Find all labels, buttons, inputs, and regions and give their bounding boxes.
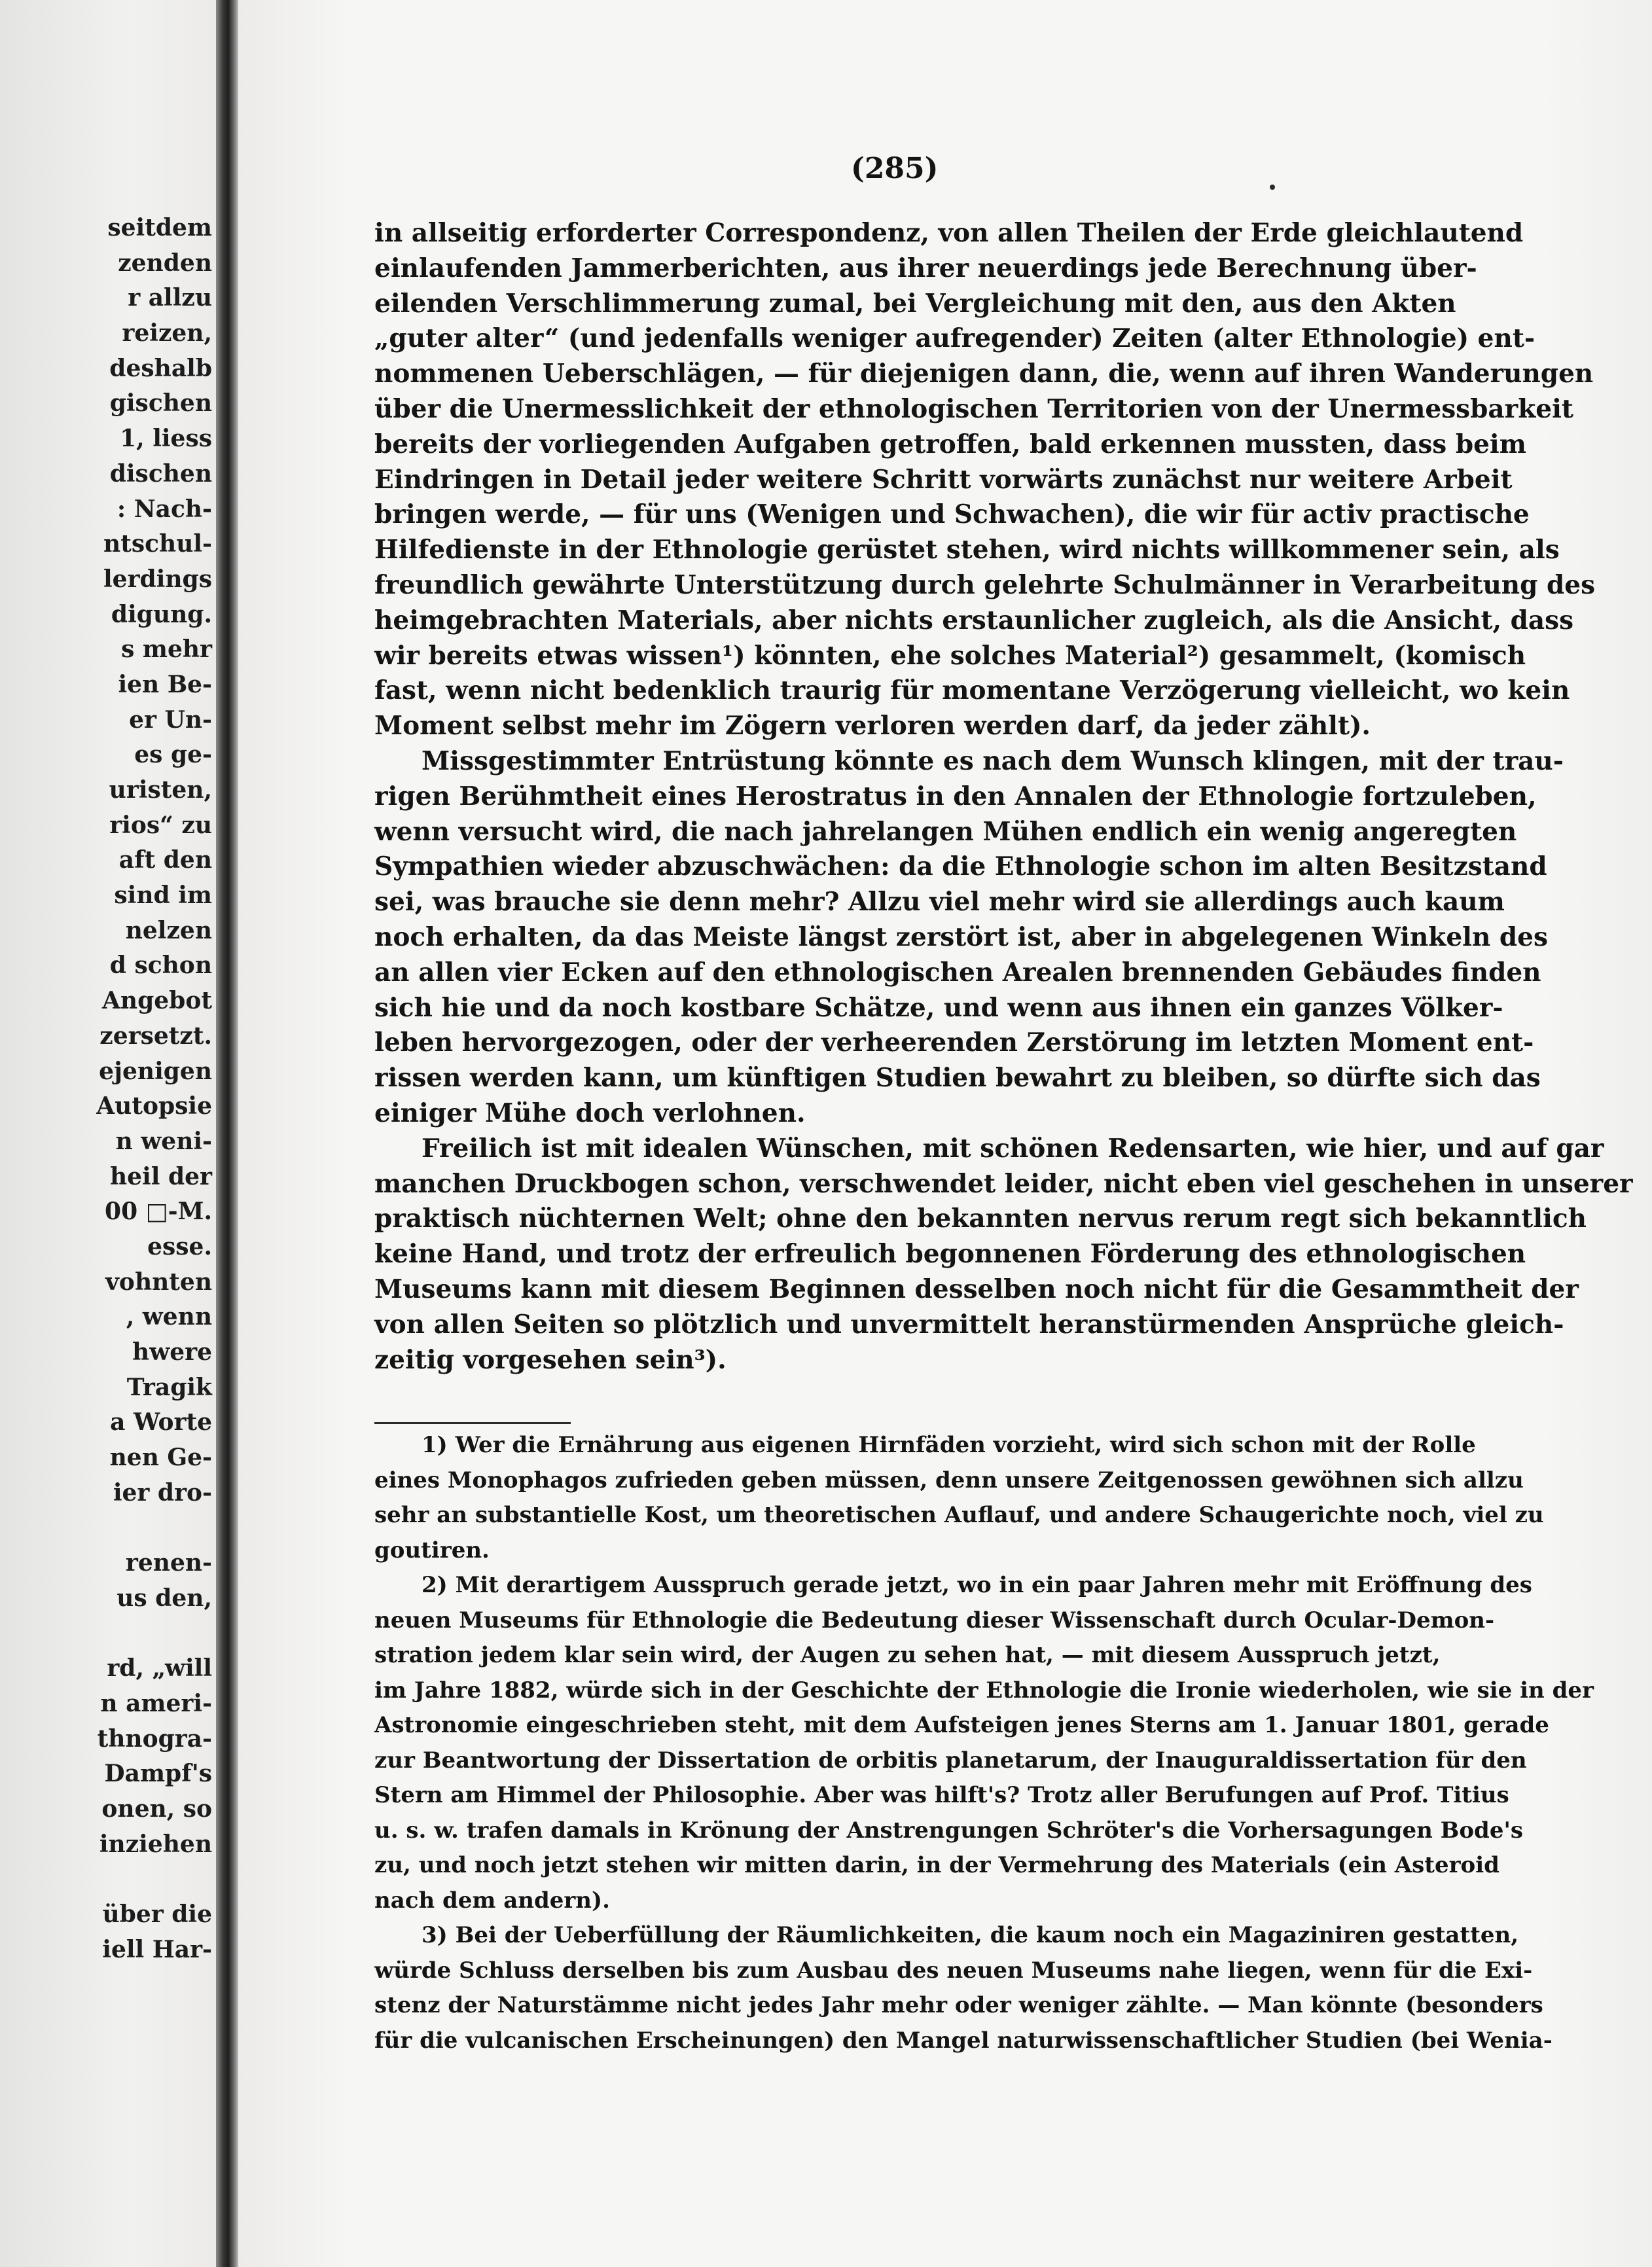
body-line: nommenen Ueberschlägen, — für diejenigen dann, die, wenn auf ihren Wanderungen	[374, 359, 1594, 389]
footnote-divider	[374, 1422, 571, 1424]
previous-page-line: vohnten	[105, 1268, 212, 1296]
previous-page-line: zenden	[118, 249, 212, 277]
body-line: wenn versucht wird, die nach jahrelangen Mühen endlich ein wenig angeregten	[374, 816, 1517, 847]
previous-page-line: 1, liess	[120, 425, 212, 453]
previous-page-line: nen Ge-	[109, 1444, 212, 1472]
footnote-line: goutiren.	[374, 1537, 490, 1563]
previous-page-fragment	[0, 0, 216, 2267]
footnote-line: zu, und noch jetzt stehen wir mitten darin, in der Vermehrung des Materials (ein Asteroid	[374, 1852, 1499, 1878]
page-number: (285)	[851, 152, 939, 185]
body-line: eilenden Verschlimmerung zumal, bei Vergleichung mit den, aus den Akten	[374, 288, 1456, 319]
previous-page-line: a Worte	[110, 1408, 212, 1437]
previous-page-line	[96, 1616, 212, 1652]
previous-page-line: zersetzt.	[99, 1022, 212, 1050]
previous-page-line: Angebot	[102, 987, 212, 1015]
previous-page-line: n ameri-	[100, 1689, 212, 1717]
body-line: fast, wenn nicht bedenklich traurig für momentane Verzögerung vielleicht, wo kein	[374, 675, 1570, 706]
body-line: an allen vier Ecken auf den ethnologischen Arealen brennenden Gebäudes finden	[374, 957, 1541, 988]
body-line: Sympathien wieder abzuschwächen: da die Ethnologie schon im alten Besitzstand	[374, 851, 1547, 882]
footnote-line: neuen Museums für Ethnologie die Bedeutung dieser Wissenschaft durch Ocular-Demon-	[374, 1607, 1495, 1633]
footnote-line: 2) Mit derartigem Ausspruch gerade jetzt, wo in ein paar Jahren mehr mit Eröffnung des	[422, 1572, 1532, 1598]
previous-page-line: : Nach-	[117, 495, 212, 523]
body-line: leben hervorgezogen, oder der verheerenden Zerstörung im letzten Moment ent-	[374, 1027, 1534, 1058]
previous-page-line: deshalb	[109, 354, 212, 382]
previous-page-line: seitdem	[107, 214, 212, 241]
previous-page-line: nelzen	[125, 916, 212, 944]
previous-page-line: er Un-	[129, 705, 212, 734]
previous-page-line: ier dro-	[113, 1478, 212, 1507]
previous-page-line: rd, „will	[107, 1654, 212, 1683]
body-line: Museums kann mit diesem Beginnen desselben noch nicht für die Gesammtheit der	[374, 1274, 1579, 1304]
body-line: keine Hand, und trotz der erfreulich begonnenen Förderung des ethnologischen	[374, 1239, 1526, 1270]
previous-page-line: ien Be-	[118, 670, 212, 698]
ink-speck	[1270, 185, 1275, 190]
previous-page-line: gischen	[109, 389, 212, 418]
previous-page-line: reizen,	[122, 319, 212, 348]
previous-page-line: Tragik	[126, 1373, 212, 1401]
previous-page-line: aft den	[118, 846, 212, 874]
body-line: Eindringen in Detail jeder weitere Schritt vorwärts zunächst nur weitere Arbeit	[374, 464, 1513, 495]
footnote-line: nach dem andern).	[374, 1887, 610, 1914]
previous-page-line	[96, 1862, 212, 1897]
footnote-line: im Jahre 1882, würde sich in der Geschichte der Ethnologie die Ironie wiederholen, wie sie in der	[374, 1677, 1594, 1704]
previous-page-line: digung.	[111, 600, 212, 628]
previous-page-line: ejenigen	[99, 1057, 212, 1085]
body-line: bringen werde, — für uns (Wenigen und Schwachen), die wir für activ practische	[374, 499, 1530, 530]
body-line: von allen Seiten so plötzlich und unvermittelt heranstürmenden Ansprüche gleich-	[374, 1309, 1564, 1340]
previous-page-line: lerdings	[103, 565, 212, 593]
footnote-line: 1) Wer die Ernährung aus eigenen Hirnfäden vorzieht, wird sich schon mit der Rolle	[422, 1432, 1476, 1458]
footnote-line: stration jedem klar sein wird, der Augen zu sehen hat, — mit diesem Ausspruch jetzt,	[374, 1642, 1441, 1668]
body-line: „guter alter“ (und jedenfalls weniger aufregender) Zeiten (alter Ethnologie) ent-	[374, 323, 1535, 354]
previous-page-line: dischen	[109, 459, 212, 488]
previous-page-line: , wenn	[126, 1303, 212, 1331]
previous-page-line: r allzu	[128, 284, 212, 312]
previous-page-line: Autopsie	[96, 1092, 212, 1120]
footnote-line: sehr an substantielle Kost, um theoretischen Auflauf, und andere Schaugerichte noch, viel zu	[374, 1502, 1544, 1528]
previous-page-line: onen, so	[101, 1794, 212, 1823]
previous-page-line: uristen,	[109, 776, 212, 804]
footnote-line: Astronomie eingeschrieben steht, mit dem Aufsteigen jenes Sterns am 1. Januar 1801, gerade	[374, 1712, 1549, 1738]
previous-page-line: heil der	[109, 1162, 212, 1190]
body-line: wir bereits etwas wissen¹) könnten, ehe solches Material²) gesammelt, (komisch	[374, 640, 1526, 671]
footnotes	[374, 1428, 1594, 2058]
previous-page-line: 00 □-M.	[105, 1198, 212, 1226]
previous-page-line: d schon	[109, 952, 212, 980]
body-line: über die Unermesslichkeit der ethnologischen Territorien von der Unermessbarkeit	[374, 393, 1573, 424]
body-line: in allseitig erforderter Correspondenz, von allen Theilen der Erde gleichlautend	[374, 218, 1524, 248]
body-line: sei, was brauche sie denn mehr? Allzu viel mehr wird sie allerdings auch kaum	[374, 887, 1505, 918]
previous-page-line: rios“ zu	[109, 811, 212, 839]
previous-page-line-ends	[96, 211, 212, 1967]
footnote-line: zur Beantwortung der Dissertation de orbitis planetarum, der Inauguraldissertation für den	[374, 1747, 1527, 1774]
previous-page-line: thnogra-	[97, 1724, 212, 1753]
body-line: Missgestimmter Entrüstung könnte es nach dem Wunsch klingen, mit der trau-	[422, 745, 1564, 776]
footnote-line: stenz der Naturstämme nicht jedes Jahr mehr oder weniger zählte. — Man könnte (besonders	[374, 1992, 1543, 2018]
previous-page-line: renen-	[125, 1549, 212, 1577]
previous-page-line: über die	[102, 1901, 212, 1928]
body-line: Moment selbst mehr im Zögern verloren werden darf, da jeder zählt).	[374, 711, 1371, 741]
body-text	[374, 216, 1633, 1378]
footnote-line: 3) Bei der Ueberfüllung der Räumlichkeiten, die kaum noch ein Magaziniren gestatten,	[422, 1922, 1519, 1948]
footnote-line: Stern am Himmel der Philosophie. Aber was hilft's? Trotz aller Berufungen auf Prof. Titius	[374, 1782, 1509, 1808]
previous-page-line	[96, 1510, 212, 1546]
previous-page-line: n weni-	[115, 1127, 212, 1155]
footnote-line: u. s. w. trafen damals in Krönung der Anstrengungen Schröter's die Vorhersagungen Bode's	[374, 1817, 1524, 1844]
body-line: sich hie und da noch kostbare Schätze, und wenn aus ihnen ein ganzes Völker-	[374, 992, 1503, 1023]
previous-page-line: sind im	[114, 882, 212, 910]
previous-page-line: iell Har-	[102, 1935, 212, 1963]
body-line: bereits der vorliegenden Aufgaben getroffen, bald erkennen mussten, dass beim	[374, 429, 1526, 459]
body-line: manchen Druckbogen schon, verschwendet leider, nicht eben viel geschehen in unserer	[374, 1168, 1633, 1199]
body-line: rigen Berühmtheit eines Herostratus in den Annalen der Ethnologie fortzuleben,	[374, 781, 1537, 812]
footnote-line: würde Schluss derselben bis zum Ausbau des neuen Museums nahe liegen, wenn für die Exi-	[374, 1957, 1533, 1984]
body-line: Freilich ist mit idealen Wünschen, mit schönen Redensarten, wie hier, und auf gar	[422, 1133, 1604, 1164]
previous-page-line: inziehen	[99, 1830, 212, 1858]
body-line: rissen werden kann, um künftigen Studien bewahrt zu bleiben, so dürfte sich das	[374, 1063, 1541, 1094]
previous-page-line: us den,	[117, 1584, 212, 1612]
body-line: praktisch nüchternen Welt; ohne den bekannten nervus rerum regt sich bekanntlich	[374, 1204, 1587, 1234]
previous-page-line: Dampf's	[104, 1760, 212, 1788]
previous-page-line: ntschul-	[103, 530, 212, 558]
body-line: freundlich gewährte Unterstützung durch gelehrte Schulmänner in Verarbeitung des	[374, 569, 1596, 600]
body-line: einlaufenden Jammerberichten, aus ihrer neuerdings jede Berechnung über-	[374, 253, 1477, 283]
body-line: Hilfedienste in der Ethnologie gerüstet stehen, wird nichts willkommener sein, als	[374, 535, 1560, 565]
footnote-line: für die vulcanischen Erscheinungen) den Mangel naturwissenschaftlicher Studien (bei Wenia-	[374, 2027, 1553, 2054]
footnote-line: eines Monophagos zufrieden geben müssen, denn unsere Zeitgenossen gewöhnen sich allzu	[374, 1467, 1524, 1493]
body-line: heimgebrachten Materials, aber nichts erstaunlicher zugleich, als die Ansicht, dass	[374, 605, 1574, 635]
previous-page-line: hwere	[132, 1338, 212, 1366]
previous-page-line: es ge-	[134, 741, 212, 769]
body-line: einiger Mühe doch verlohnen.	[374, 1098, 806, 1128]
body-line: zeitig vorgesehen sein³).	[374, 1344, 727, 1375]
previous-page-line: s mehr	[121, 635, 212, 664]
body-line: noch erhalten, da das Meiste längst zerstört ist, aber in abgelegenen Winkeln des	[374, 921, 1548, 952]
book-gutter	[216, 0, 238, 2267]
previous-page-line: esse.	[147, 1232, 212, 1260]
